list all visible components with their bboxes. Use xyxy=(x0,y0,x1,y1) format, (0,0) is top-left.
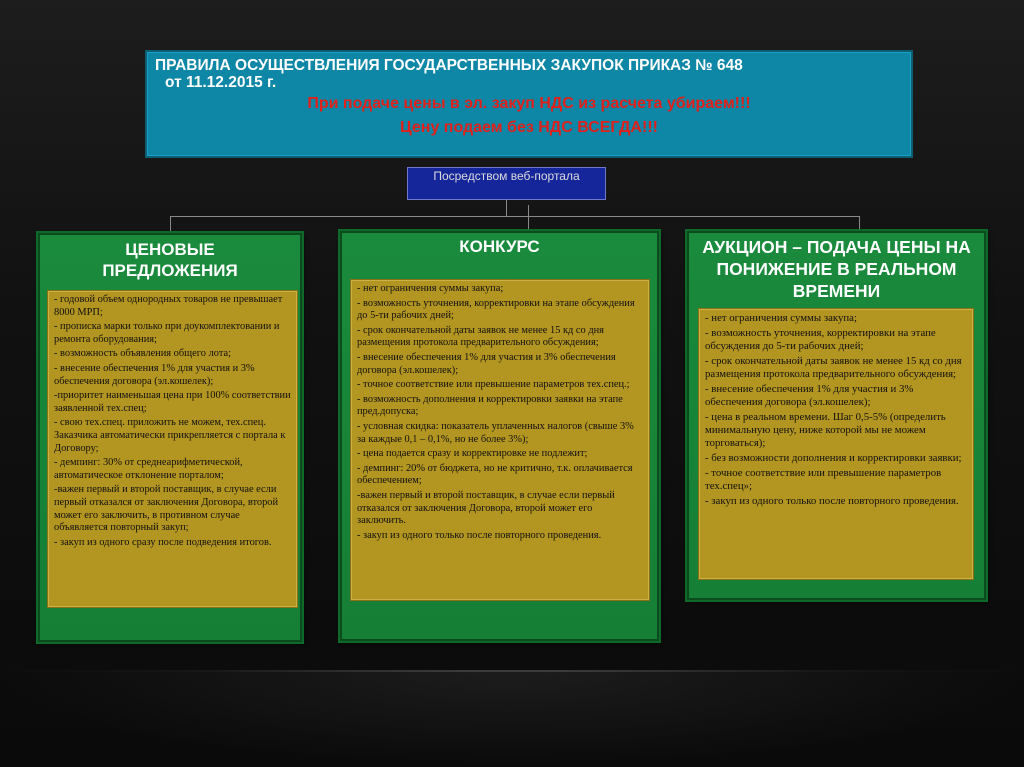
list-item: - закуп из одного сразу после подведения итогов. xyxy=(54,536,272,548)
list-item: - срок окончательной даты заявок не менее 15 кд со дня размещения протокола предварительного обсуждения; xyxy=(705,355,962,380)
criteria-list xyxy=(705,312,967,508)
list-item: -важен первый и второй поставщик, в случае если первый отказался от заключения Договора, второй может его заключить. xyxy=(357,489,615,527)
list-item: -важен первый и второй поставщик, в случае если первый отказался от заключения Договора, второй может его заключить, в противном случае объявляется повторный закуп; xyxy=(54,484,279,534)
list-item: - цена подается сразу и корректировке не подлежит; xyxy=(357,448,588,460)
list-item: - нет ограничения суммы закупа; xyxy=(357,283,504,294)
list-item: - закуп из одного только после повторного проведения. xyxy=(705,495,959,507)
connector-stem xyxy=(506,200,507,217)
slide-date: от 11.12.2015 г. xyxy=(165,74,277,91)
list-item: -приоритет наименьшая цена при 100% соответствии заявленной тех.спец; xyxy=(54,390,291,414)
card-price-offers xyxy=(38,233,302,642)
slide-header xyxy=(145,50,913,158)
card-body xyxy=(698,308,974,580)
criteria-list xyxy=(357,283,643,542)
card-tender xyxy=(340,231,659,641)
criteria-list xyxy=(54,294,291,549)
vat-note-always: Цену подаем без НДС ВСЕГДА!!! xyxy=(400,119,658,136)
list-item: - возможность уточнения, корректировки на этапе обсуждения до 5-ти рабочих дней; xyxy=(705,327,936,352)
list-item: - условная скидка: показатель уплаченных налогов (свыше 3% за каждые 0,1 – 0,1%, но не более 3%); xyxy=(357,420,634,445)
floor-reflection xyxy=(0,672,1024,767)
list-item: - демпинг: 30% от среднеарифметической, автоматическое отклонение порталом; xyxy=(54,457,243,481)
card-body xyxy=(350,279,650,601)
list-item: - демпинг: 20% от бюджета, но не критично, т.к. оплачивается обеспечением; xyxy=(357,462,633,487)
list-item: - свою тех.спец. приложить не можем, тех.спец. Заказчика автоматически прикрепляется с портала к Договору; xyxy=(54,417,286,454)
card-title: КОНКУРС xyxy=(459,237,540,256)
list-item: - внесение обеспечения 1% для участия и 3% обеспечения договора (эл.кошелек); xyxy=(705,383,914,408)
slide-title: ПРАВИЛА ОСУЩЕСТВЛЕНИЯ ГОСУДАРСТВЕННЫХ ЗАКУПОК ПРИКАЗ № 648 xyxy=(155,57,743,74)
list-item: - закуп из одного только после повторного проведения. xyxy=(357,529,602,541)
list-item: - годовой объем однородных товаров не превышает 8000 МРП; xyxy=(54,294,283,318)
list-item: - без возможности дополнения и корректировки заявки; xyxy=(705,452,962,464)
list-item: - внесение обеспечения 1% для участия и 3% обеспечения договора (эл.кошелек); xyxy=(357,351,616,376)
list-item: - срок окончательной даты заявок не менее 15 кд со дня размещения протокола предварительного обсуждения; xyxy=(357,324,604,349)
list-item: - точное соответствие или превышение параметров тех.спец.; xyxy=(357,379,630,391)
portal-box: Посредством веб-портала xyxy=(407,167,606,200)
card-title: ЦЕНОВЫЕ ПРЕДЛОЖЕНИЯ xyxy=(102,240,238,280)
card-title: АУКЦИОН – ПОДАЧА ЦЕНЫ НА ПОНИЖЕНИЕ В РЕАЛЬНОМ ВРЕМЕНИ xyxy=(702,237,971,301)
list-item: - возможность дополнения и корректировки заявки на этапе пред.допуска; xyxy=(357,393,623,418)
floor-line xyxy=(0,670,1024,672)
connector-right xyxy=(859,216,860,232)
list-item: - цена в реальном времени. Шаг 0,5-5% (определить минимальную цену, ниже которой мы не можем торговаться); xyxy=(705,411,946,449)
card-auction xyxy=(687,231,986,600)
connector-left xyxy=(170,216,171,232)
vat-note: При подаче цены в эл. закуп НДС из расчета убираем!!! xyxy=(307,95,751,112)
connector-bar xyxy=(170,216,860,217)
list-item: - точное соответствие или превышение параметров тех.спец»; xyxy=(705,467,942,492)
list-item: - внесение обеспечения 1% для участия и 3% обеспечения договора (эл.кошелек); xyxy=(54,362,255,387)
list-item: - прописка марки только при доукомплектовании и ремонта оборудования; xyxy=(54,321,280,345)
connector-middle xyxy=(528,205,529,230)
list-item: - возможность уточнения, корректировки на этапе обсуждения до 5-ти рабочих дней; xyxy=(357,297,635,322)
list-item: - нет ограничения суммы закупа; xyxy=(705,312,857,324)
list-item: - возможность объявления общего лота; xyxy=(54,348,231,360)
card-body xyxy=(47,290,298,608)
